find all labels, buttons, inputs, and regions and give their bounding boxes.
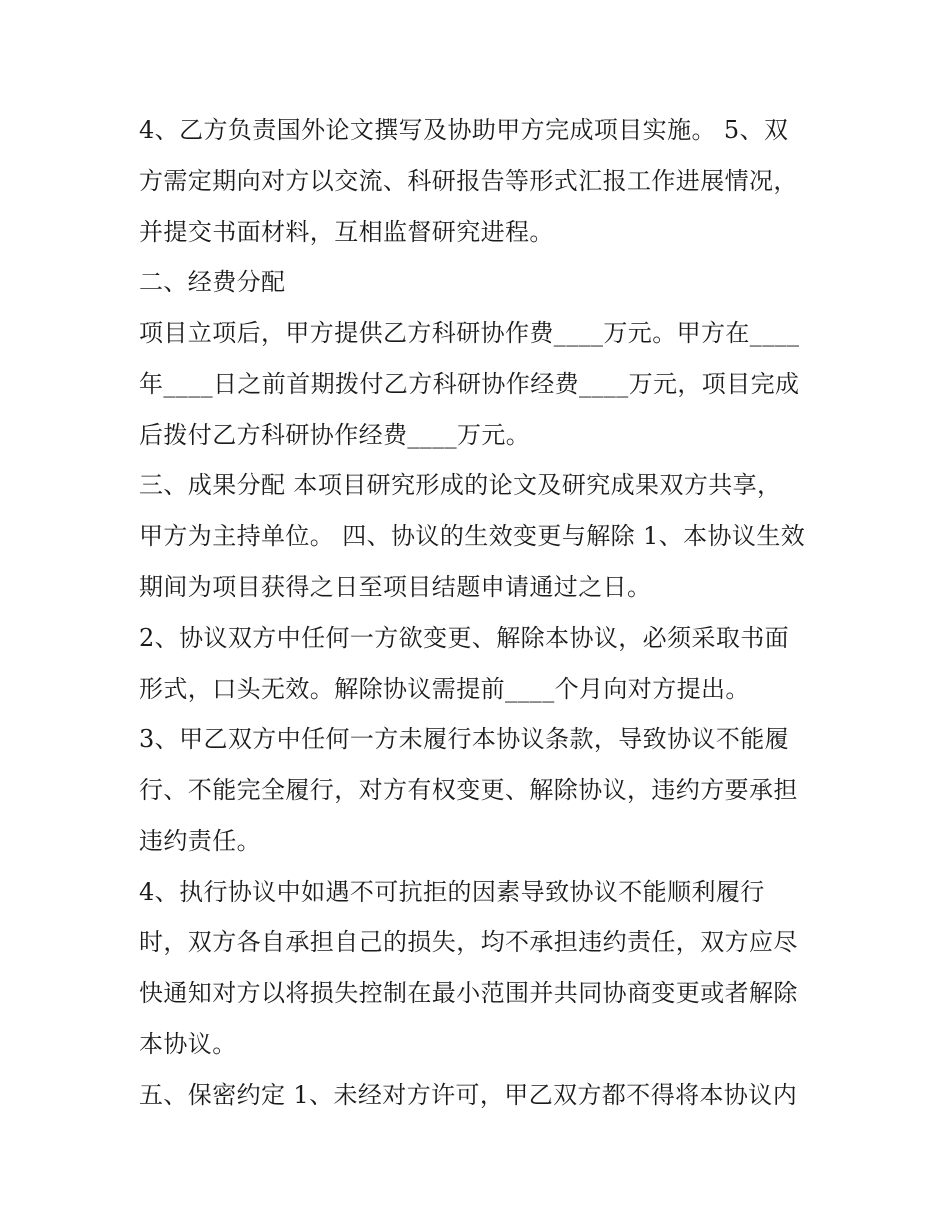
text-line: 三、成果分配 本项目研究形成的论文及研究成果双方共享， [139, 471, 782, 499]
section-heading: 二、经费分配 [139, 268, 286, 296]
text-line: 方需定期向对方以交流、科研报告等形式汇报工作进展情况， [139, 167, 798, 195]
text-line: 年____日之前首期拨付乙方科研协作经费____万元，项目完成 [139, 370, 800, 398]
text-line: 形式，口头无效。解除协议需提前____个月向对方提出。 [139, 675, 750, 703]
text-line: 4、执行协议中如遇不可抗拒的因素导致协议不能顺利履行 [139, 878, 765, 906]
text-line: 期间为项目获得之日至项目结题申请通过之日。 [139, 573, 652, 601]
text-line: 3、甲乙双方中任何一方未履行本协议条款，导致协议不能履 [139, 725, 790, 753]
text-line: 并提交书面材料，互相监督研究进程。 [139, 218, 554, 246]
text-line: 甲方为主持单位。 四、协议的生效变更与解除 1、本协议生效 [139, 522, 806, 550]
text-line: 4、乙方负责国外论文撰写及协助甲方完成项目实施。 5、双 [139, 116, 789, 144]
text-line: 五、保密约定 1、未经对方许可，甲乙双方都不得将本协议内 [139, 1081, 798, 1109]
text-line: 快通知对方以将损失控制在最小范围并共同协商变更或者解除 [139, 979, 798, 1007]
text-line: 违约责任。 [139, 827, 261, 855]
text-line: 项目立项后，甲方提供乙方科研协作费____万元。甲方在____ [139, 319, 800, 347]
text-line: 后拨付乙方科研协作经费____万元。 [139, 421, 531, 449]
text-line: 时，双方各自承担自己的损失，均不承担违约责任，双方应尽 [139, 928, 798, 956]
text-line: 2、协议双方中任何一方欲变更、解除本协议，必须采取书面 [139, 624, 790, 652]
text-line: 本协议。 [139, 1030, 237, 1058]
text-line: 行、不能完全履行，对方有权变更、解除协议，违约方要承担 [139, 776, 798, 804]
